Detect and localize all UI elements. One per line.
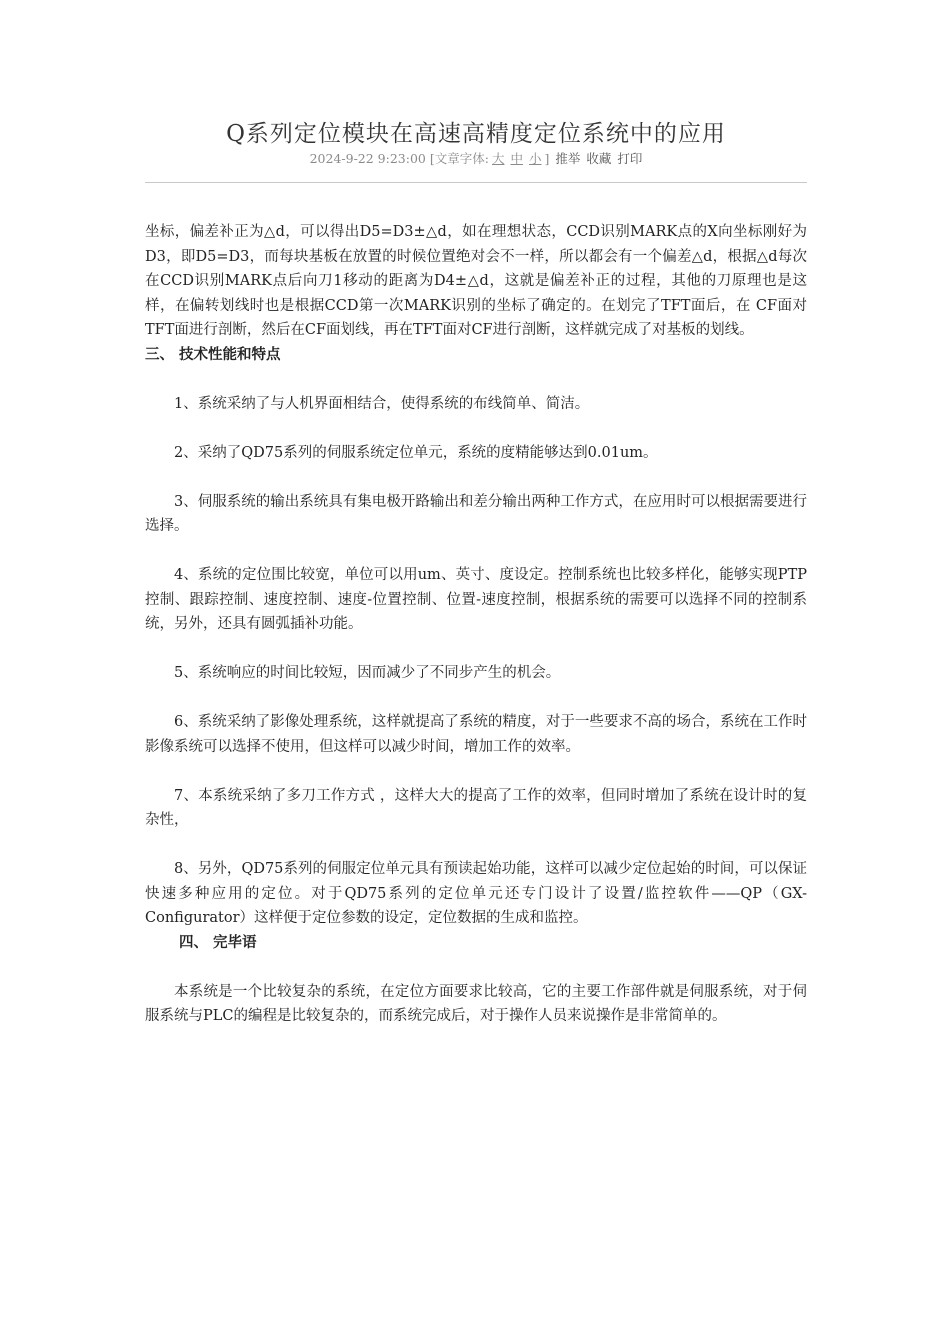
font-size-medium-link[interactable]: 中 [510,151,523,166]
feature-paragraph-1: 1、系统采纳了与人机界面相结合，使得系统的布线简单、简洁。 [174,395,590,412]
title-divider [145,182,807,183]
feature-paragraph-3: 3、伺服系统的输出系统具有集电极开路输出和差分输出两种工作方式，在应用时可以根据需要进行选择。 [145,493,807,534]
article-meta [145,150,807,168]
section-heading-performance: 三、 技术性能和特点 [145,345,281,363]
feature-paragraph-8: 8、另外，QD75系列的伺服定位单元具有预读起始功能，这样可以减少定位起始的时间，可以保证快速多种应用的定位。对于QD75系列的定位单元还专门设计了设置/监控软件——QP（GX-Configurator）这样便于定位参数的设定，定位数据的生成和监控。 [145,861,807,926]
article-title: Q系列定位模块在高速高精度定位系统中的应用 [226,121,726,147]
feature-paragraph-2: 2、采纳了QD75系列的伺服系统定位单元，系统的度精能够达到0.01um。 [174,444,658,461]
intro-paragraph: 坐标，偏差补正为△d，可以得出D5=D3±△d，如在理想状态，CCD识别MARK点的X向坐标刚好为D3，即D5=D3，而每块基板在放置的时候位置绝对会不一样，所以都会有一个偏差△d，根据△d每次在CCD识别MARK点后向刀1移动的距离为D4±△d，这就是偏差补正的过程，其他的刀原理也是这样，在偏转划线时也是根据CCD第一次MARK识别的坐标了确定的。在划完了TFT面后，在 CF面对TFT面进行剖断，然后在CF面划线，再在TFT面对CF进行剖断，这样就完成了对基板的划线。 [145,224,807,338]
feature-paragraph-6: 6、系统采纳了影像处理系统，这样就提高了系统的精度，对于一些要求不高的场合，系统在工作时影像系统可以选择不使用，但这样可以减少时间，增加工作的效率。 [145,714,807,755]
feature-paragraph-5: 5、系统响应的时间比较短，因而减少了不同步产生的机会。 [174,665,561,681]
font-size-label-close: ] [544,151,550,166]
article-datetime: 2024-9-22 9:23:00 [309,151,426,166]
print-link[interactable]: 打印 [617,151,643,166]
article-body [145,220,807,1029]
conclusion-paragraph: 本系统是一个比较复杂的系统，在定位方面要求比较高，它的主要工作部件就是伺服系统，对于伺服系统与PLC的编程是比较复杂的，而系统完成后，对于操作人员来说操作是非常简单的。 [145,983,807,1024]
font-size-label-open: [文章字体: [429,151,489,166]
article-page [145,118,807,1029]
favorite-link[interactable]: 收藏 [586,151,612,166]
section-heading-conclusion: 四、 完毕语 [179,933,257,951]
recommend-link[interactable]: 推举 [555,151,581,166]
font-size-large-link[interactable]: 大 [491,151,505,166]
feature-paragraph-4: 4、系统的定位围比较宽，单位可以用um、英寸、度设定。控制系统也比较多样化，能够实现PTP控制、跟踪控制、速度控制、速度-位置控制、位置-速度控制，根据系统的需要可以选择不同的控制系统，另外，还具有圆弧插补功能。 [145,567,807,632]
feature-paragraph-7: 7、本系统采纳了多刀工作方式 ，这样大大的提高了工作的效率，但同时增加了系统在设计时的复杂性， [145,787,807,828]
font-size-small-link[interactable]: 小 [528,151,542,166]
